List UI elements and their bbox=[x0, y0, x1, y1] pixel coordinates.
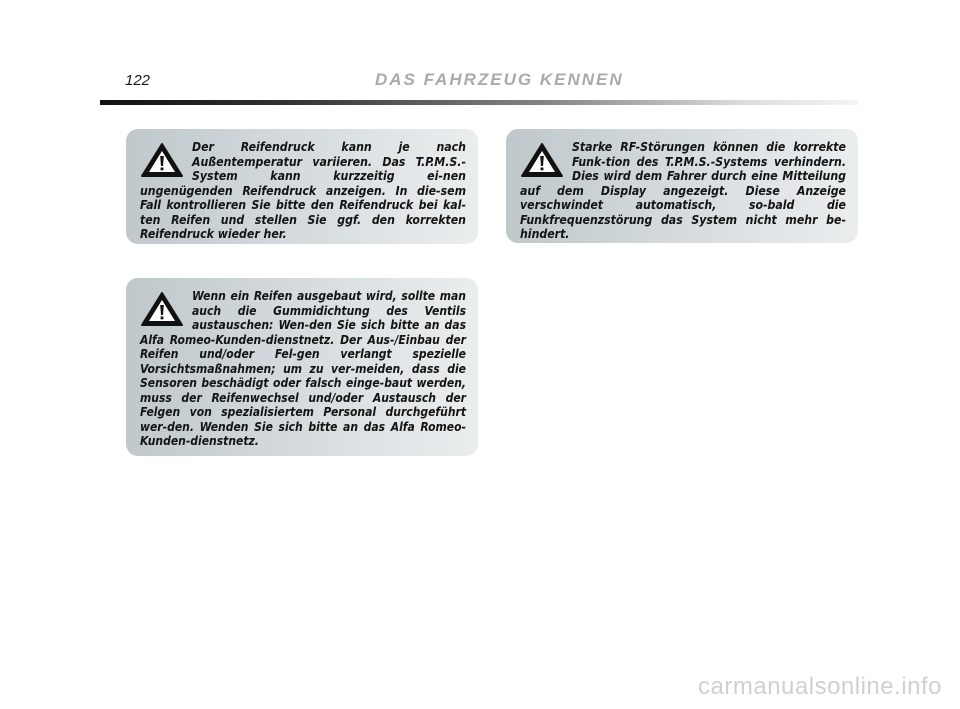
warning-triangle-icon bbox=[140, 142, 184, 178]
warning-text: Wenn ein Reifen ausgebaut wird, sollte man auch die Gummidichtung des Ventils austauschen: Wen-den Sie sich bitte an das Alfa Romeo-Kunden-dienstnetz. Der Aus-/Einbau der Reifen und/oder Fel-gen verlangt spezielle Vorsichtsmaßnahmen; um zu ver-meiden, dass die Sensoren beschädigt oder falsch einge-baut werden, muss der Reifenwechsel und/oder Austausch der Felgen von spezialisiertem Personal durchgeführt wer-den. Wenden Sie sich bitte an das Alfa Romeo-Kunden-dienstnetz. bbox=[140, 289, 466, 448]
warning-text: Starke RF-Störungen können die korrekte Funk-tion des T.P.M.S.-Systems verhindern. Dies wird dem Fahrer durch eine Mitteilung auf dem Display angezeigt. Diese Anzeige verschwindet automatisch, so-bald die Funkfrequenzstörung das System nicht mehr be-hindert. bbox=[520, 140, 846, 241]
warning-box-outside-temperature bbox=[126, 129, 478, 244]
section-title: DAS FAHRZEUG KENNEN bbox=[375, 70, 624, 89]
warning-box-rf-interference bbox=[506, 129, 858, 243]
warning-triangle-icon bbox=[140, 291, 184, 327]
warning-box-valve-seal bbox=[126, 278, 478, 456]
warning-triangle-icon bbox=[520, 142, 564, 178]
warning-text: Der Reifendruck kann je nach Außentemperatur variieren. Das T.P.M.S.-System kann kurzzeitig ei-nen ungenügenden Reifendruck anzeigen. In die-sem Fall kontrollieren Sie bitte den Reifendruck bei kal-ten Reifen und stellen Sie ggf. den korrekten Reifendruck wieder her. bbox=[140, 140, 466, 241]
page-number: 122 bbox=[125, 72, 151, 89]
watermark: carmanualsonline.info bbox=[698, 673, 942, 700]
header-rule bbox=[100, 100, 858, 105]
